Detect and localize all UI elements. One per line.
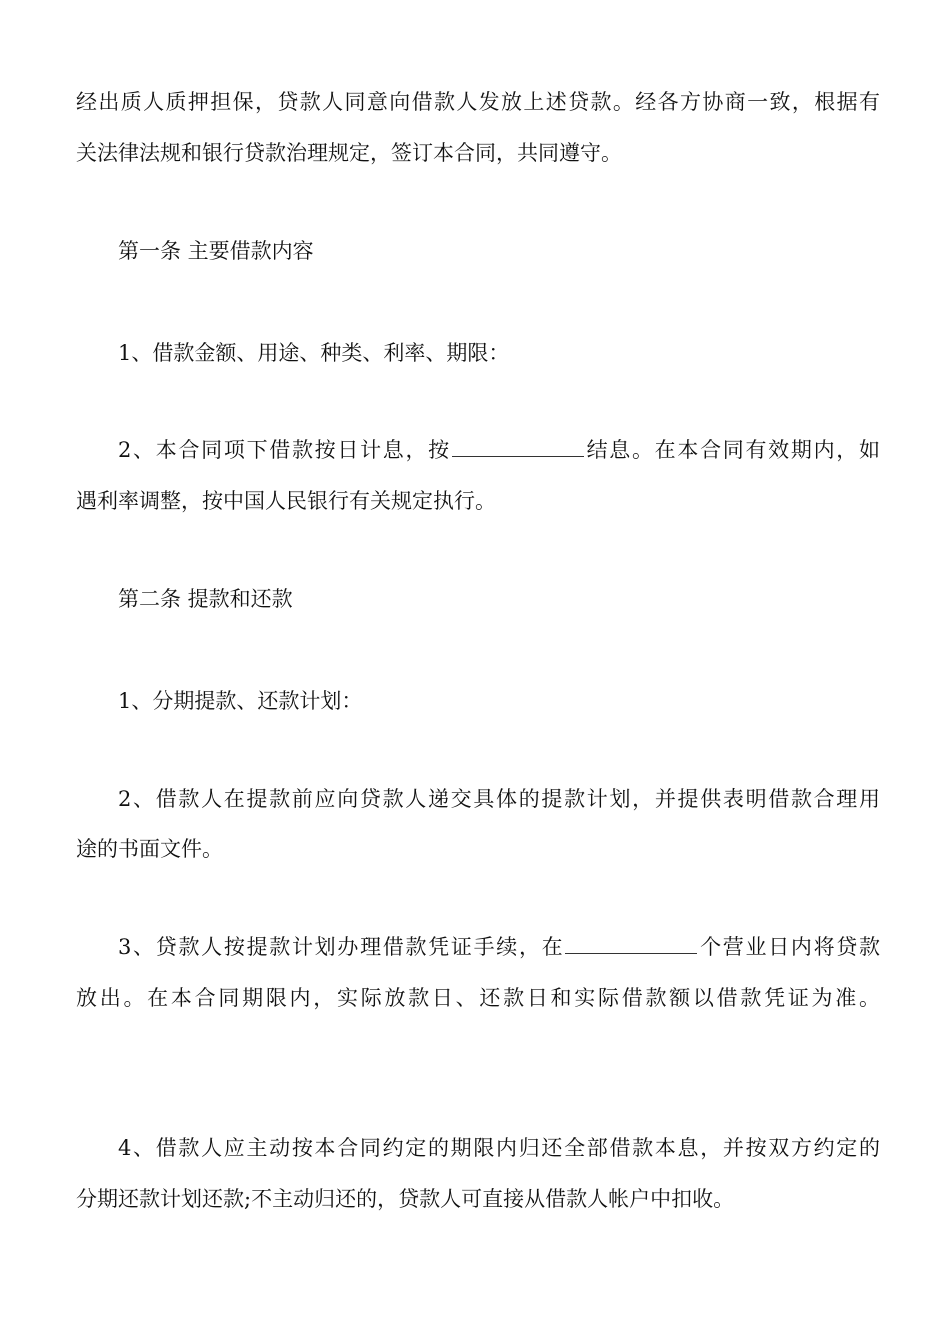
article-2-heading: 第二条 提款和还款: [118, 587, 293, 611]
article-1-item-2-text-after: 结息。在本合同有效期内，如: [584, 438, 880, 462]
article-2-item-3-text-after: 个营业日内将贷款: [698, 935, 880, 959]
article-1-item-2-text-before: 2、本合同项下借款按日计息，按: [118, 438, 451, 462]
article-2-item-1: 1、分期提款、还款计划：: [118, 689, 363, 713]
business-days-blank: [565, 933, 697, 954]
article-2-item-2-line-1: 2、借款人在提款前应向贷款人递交具体的提款计划，并提供表明借款合理用: [118, 787, 880, 811]
article-2-item-4-line-1: 4、借款人应主动按本合同约定的期限内归还全部借款本息，并按双方约定的: [118, 1136, 880, 1160]
article-2-item-4-line-2: 分期还款计划还款;不主动归还的，贷款人可直接从借款人帐户中扣收。: [76, 1187, 735, 1211]
article-1-item-2-line-1: [118, 435, 880, 465]
article-2-item-3-line-1: [118, 932, 880, 962]
article-2-item-2-line-2: 途的书面文件。: [76, 837, 223, 861]
intro-line-2: 关法律法规和银行贷款治理规定，签订本合同，共同遵守。: [76, 141, 622, 165]
intro-line-1: 经出质人质押担保，贷款人同意向借款人发放上述贷款。经各方协商一致，根据有: [76, 90, 880, 114]
article-1-heading: 第一条 主要借款内容: [118, 239, 314, 263]
article-2-item-3-text-before: 3、贷款人按提款计划办理借款凭证手续，在: [118, 935, 565, 959]
interest-settlement-blank: [452, 436, 584, 457]
article-2-item-3-line-2: 放出。在本合同期限内，实际放款日、还款日和实际借款额以借款凭证为准。: [76, 986, 880, 1010]
article-1-item-2-line-2: 遇利率调整，按中国人民银行有关规定执行。: [76, 489, 496, 513]
article-1-item-1: 1、借款金额、用途、种类、利率、期限：: [118, 341, 510, 365]
